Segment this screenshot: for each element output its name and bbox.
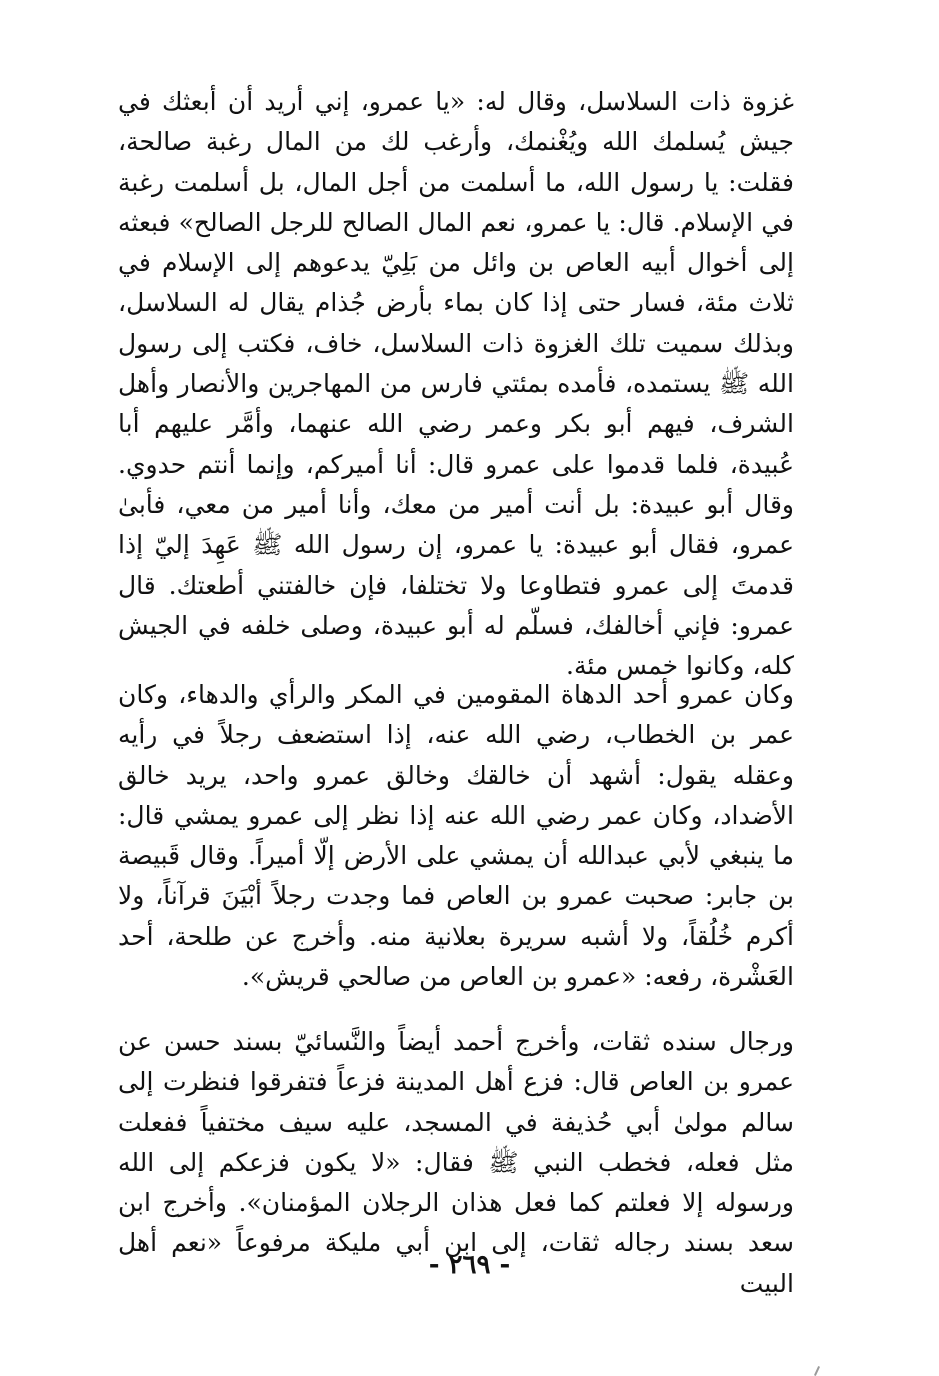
page-number: - ٢٦٩ - [428, 1250, 511, 1280]
paragraph-2: وكان عمرو أحد الدهاة المقومين في المكر والرأي والدهاء، وكان عمر بن الخطاب، رضي الله عنه، إذا استضعف رجلاً في رأيه وعقله يقول: أشهد أن خالقك وخالق عمرو واحد، يريد خالق الأضداد، وكان عمر رضي الله عنه إذا نظر إلى عمرو يمشي قال: ما ينبغي لأبي عبدالله أن يمشي على الأرض إلّا أميراً. وقال قَبيصة بن جابر: صحبت عمرو بن العاص فما وجدت رجلاً أبْيَنَ قرآناً، ولا أكرم خُلُقاً، ولا أشبه سريرة بعلانية منه. وأخرج عن طلحة، أحد العَشْرة، رفعه: «عمرو بن العاص من صالحي قريش». [118, 680, 794, 992]
scan-speck [814, 1366, 820, 1376]
paragraph-3: ورجال سنده ثقات، وأخرج أحمد أيضاً والنَّسائيّ بسند حسن عن عمرو بن العاص قال: فزع أهل المدينة فزعاً فتفرقوا فنظرت إلى سالم مولىٰ أبي حُذيفة في المسجد، عليه سيف مختفياً ففعلت مثل فعله، فخطب النبي ﷺ فقال: «لا يكون فزعكم إلى الله ورسوله إلا فعلتم كما فعل هذان الرجلان المؤمنان». وأخرج ابن سعد بسند رجاله ثقات، إلى ابن أبي مليكة مرفوعاً «نعم أهل البيت [118, 1027, 794, 1298]
paragraph-1: غزوة ذات السلاسل، وقال له: «يا عمرو، إني أريد أن أبعثك في جيش يُسلمك الله ويُغْنمك، وأرغب لك من المال رغبة صالحة، فقلت: يا رسول الله، ما أسلمت من أجل المال، بل أسلمت رغبة في الإسلام. قال: يا عمرو، نعم المال الصالح للرجل الصالح» فبعثه إلى أخوال أبيه العاص بن وائل من بَلِيّ يدعوهم إلى الإسلام في ثلاث مئة، فسار حتى إذا كان بماء بأرض جُذام يقال له السلاسل، وبذلك سميت تلك الغزوة ذات السلاسل، خاف، فكتب إلى رسول الله ﷺ يستمده، فأمده بمئتي فارس من المهاجرين والأنصار وأهل الشرف، فيهم أبو بكر وعمر رضي الله عنهما، وأمَّر عليهم أبا عُبيدة، فلما قدموا على عمرو قال: أنا أميركم، وإنما أنتم حدوي. وقال أبو عبيدة: بل أنت أمير من معك، وأنا أمير من معي، فأبىٰ عمرو، فقال أبو عبيدة: يا عمرو، إن رسول الله ﷺ عَهِدَ إليّ إذا قدمتَ إلى عمرو فتطاوعا ولا تختلفا، فإن خالفتني أطعتك. قال عمرو: فإني أخالفك، فسلّم له أبو عبيدة، وصلى خلفه في الجيش كله، وكانوا خمس مئة. [118, 87, 794, 681]
